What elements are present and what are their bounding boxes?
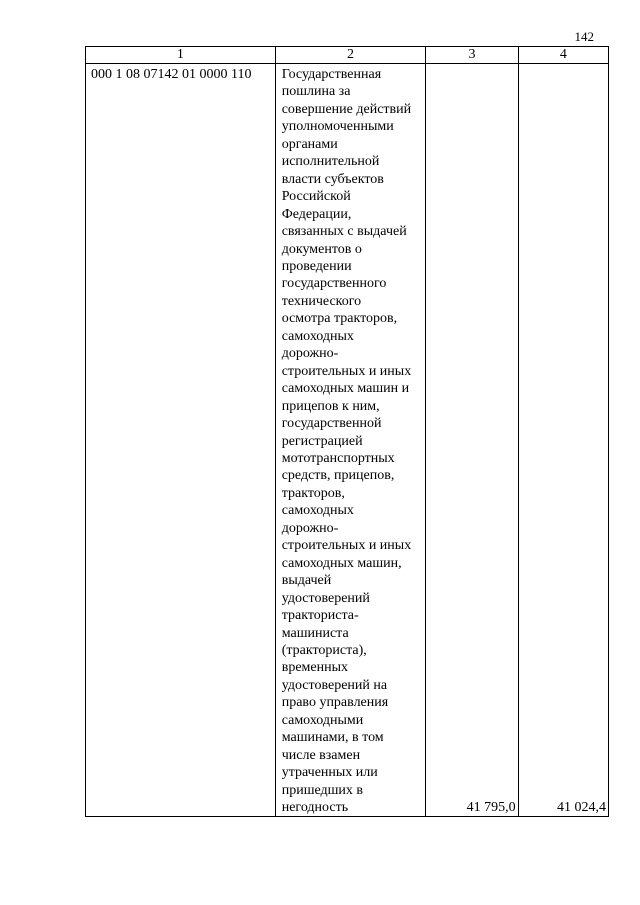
- description-line: средств, прицепов,: [281, 468, 395, 484]
- description-line: негодность: [281, 800, 349, 816]
- description-line: право управления: [281, 695, 389, 711]
- value-col-4-cell: 41 024,4: [518, 64, 608, 817]
- description-line: исполнительной: [281, 154, 380, 170]
- description-line: машиниста: [281, 625, 349, 641]
- page-number: 142: [574, 29, 594, 44]
- budget-table: [85, 46, 609, 817]
- description-line: власти субъектов: [281, 171, 384, 187]
- description-line: самоходных: [281, 503, 354, 519]
- description-line: Государственная: [281, 67, 382, 82]
- description-line: связанных с выдачей: [281, 224, 407, 240]
- description-line: самоходных: [281, 328, 354, 344]
- table-header: [86, 47, 609, 64]
- description-line: органами: [281, 136, 338, 152]
- description-line: Федерации,: [281, 206, 352, 222]
- description-line: дорожно-: [281, 520, 339, 536]
- description-cell: [275, 64, 426, 817]
- description-line: самоходными: [281, 712, 364, 728]
- description-line: (тракториста),: [281, 642, 367, 658]
- budget-code-cell: 000 1 08 07142 01 0000 110: [86, 64, 276, 817]
- description-line: государственного: [281, 276, 387, 292]
- description-line: самоходных машин и: [281, 381, 410, 397]
- description-line: государственной: [281, 416, 382, 432]
- value-col-3-cell: 41 795,0: [426, 64, 518, 817]
- table-row: [86, 64, 609, 817]
- description-line: уполномоченными: [281, 119, 394, 135]
- description-line: утраченных или: [281, 765, 378, 781]
- description-line: технического: [281, 293, 362, 309]
- description-line: машинами, в том: [281, 730, 384, 746]
- header-col-4: 4: [518, 47, 608, 64]
- description-line: Российской: [281, 189, 351, 205]
- description-line: осмотра тракторов,: [281, 311, 398, 327]
- description-line: тракторов,: [281, 485, 345, 501]
- description-line: пришедших в: [281, 782, 364, 798]
- description-line: строительных и иных: [281, 363, 412, 379]
- description-line: документов о: [281, 241, 362, 257]
- header-col-2: 2: [275, 47, 426, 64]
- description-line: пошлина за: [281, 84, 351, 100]
- description-line: самоходных машин,: [281, 555, 402, 571]
- description-line: дорожно-: [281, 346, 339, 362]
- description-line: временных: [281, 660, 349, 676]
- description-line: регистрацией: [281, 433, 363, 449]
- description-line: выдачей: [281, 573, 332, 589]
- description-line: совершение действий: [281, 101, 412, 117]
- header-col-3: 3: [426, 47, 518, 64]
- header-row: [86, 47, 609, 64]
- description-line: тракториста-: [281, 608, 359, 624]
- header-col-1: 1: [86, 47, 276, 64]
- description-line: строительных и иных: [281, 538, 412, 554]
- description-line: прицепов к ним,: [281, 398, 380, 414]
- description-line: удостоверений: [281, 590, 370, 606]
- description-line: мототранспортных: [281, 450, 395, 466]
- description-line: числе взамен: [281, 747, 361, 763]
- description-line: проведении: [281, 258, 352, 274]
- description-line: удостоверений на: [281, 677, 388, 693]
